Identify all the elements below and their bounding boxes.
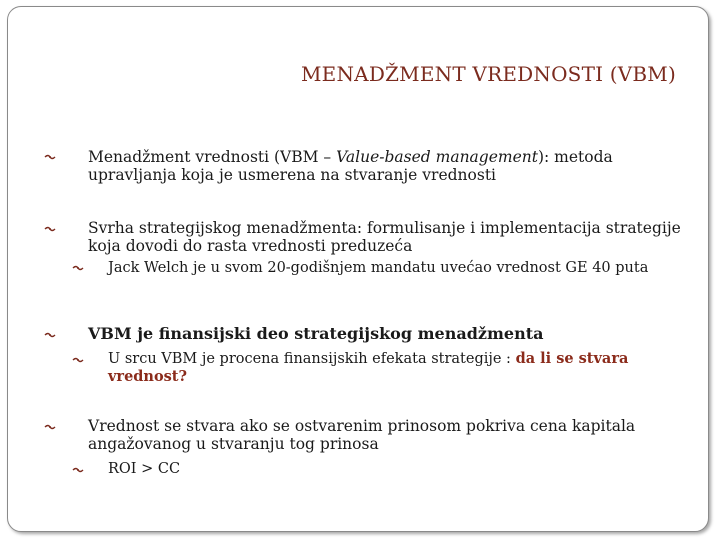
ornamental-bullet-icon: [44, 423, 56, 431]
bullet-text-4: VBM je finansijski deo strategijskog menadžmenta: [88, 324, 544, 343]
bullet-text-5: U srcu VBM je procena finansijskih efekata strategije : da li se stvara vrednost?: [108, 350, 629, 385]
bullet-text-3: Jack Welch je u svom 20-godišnjem mandatu uvećao vrednost GE 40 puta: [108, 260, 649, 276]
ornamental-bullet-icon: [72, 466, 84, 474]
ornamental-bullet-icon: [44, 225, 56, 233]
bullet-text-6: Vrednost se stvara ako se ostvarenim prinosom pokriva cena kapitala angažovanog u stvaranju tog prinosa: [88, 417, 636, 453]
ornamental-bullet-icon: [72, 264, 84, 272]
bullet-text-1: Menadžment vrednosti (VBM – Value-based management): metoda upravljanja koja je usmerena na stvaranje vrednosti: [88, 148, 613, 184]
bullet-text-2: Svrha strategijskog menadžmenta: formulisanje i implementacija strategije koja dovodi do rasta vrednosti preduzeća: [88, 219, 681, 255]
ornamental-bullet-icon: [44, 331, 56, 339]
ornamental-bullet-icon: [44, 153, 56, 161]
ornamental-bullet-icon: [72, 356, 84, 364]
slide-title: MENADŽMENT VREDNOSTI (VBM): [301, 62, 676, 86]
bullet-text-7: ROI > CC: [108, 461, 181, 477]
